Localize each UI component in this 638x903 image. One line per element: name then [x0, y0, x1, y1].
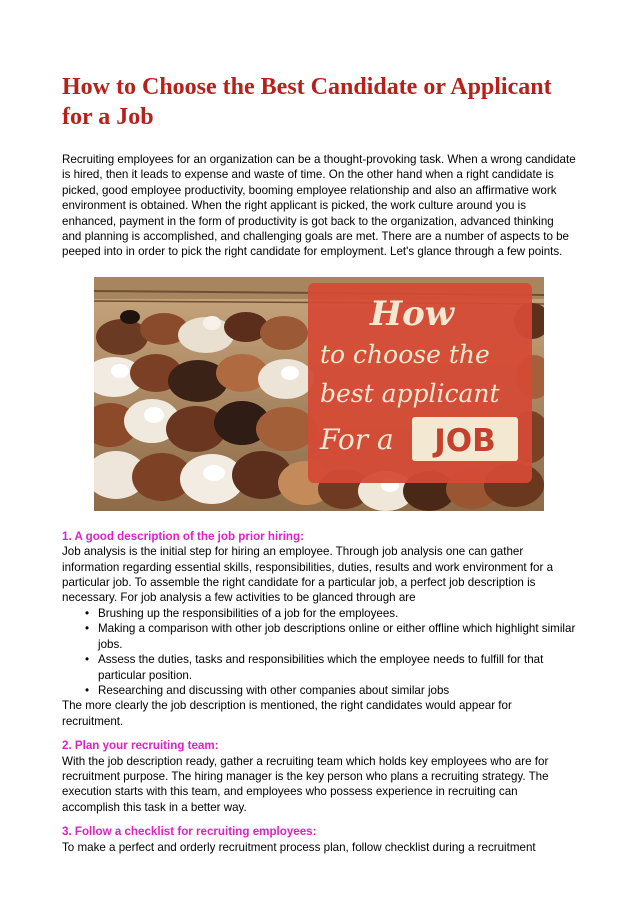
bullet-item [85, 606, 576, 621]
sign-job-word: JOB [434, 422, 496, 459]
sign-line-1: How [370, 293, 455, 334]
sign-line-3: best applicant [320, 378, 500, 408]
bullet-glyph: • [85, 622, 90, 636]
section-1-paragraph: Job analysis is the initial step for hiring an employee. Through job analysis one can gather information regarding essential skills, responsibilities, duties, results and work environment for a particular job. To assemble the right candidate for a particular job, a perfect job description is necessary. For job analysis a few activities to be glanced through are [62, 545, 554, 605]
bullet-glyph: • [85, 653, 90, 667]
intro-paragraph: Recruiting employees for an organization can be a thought-provoking task. When a wrong candidate is hired, then it leads to expense and waste of time. On the other hand when a right candidate is picked, good employee productivity, booming employee relationship and also an affirmative work environment is obtained. When the right applicant is picked, the work culture around you is enhanced, payment in the form of productivity is got back to the organization, advanced thinking and planning is accomplished, and challenging goals are met. There are a number of aspects to be peeped into in order to pick the right candidate for employment. Let's glance through a few points. [62, 153, 576, 259]
cattle-photo [94, 277, 544, 511]
section-1-heading: 1. A good description of the job prior hiring: [62, 529, 304, 543]
section-2-paragraph: With the job description ready, gather a recruiting team which holds key employees who are for recruitment purpose. The hiring manager is the key person who plans a recruiting strategy. The execution starts with this team, and employees who possess experience in recruiting can accomplish this task in a better way. [62, 754, 549, 814]
document-content [62, 72, 576, 855]
section-3 [62, 824, 576, 855]
bullet-glyph: • [85, 683, 90, 697]
section-2 [62, 738, 576, 815]
bullet-text: Researching and discussing with other companies about similar jobs [98, 683, 450, 697]
bullet-text: Brushing up the responsibilities of a job for the employees. [98, 606, 399, 620]
bullet-item [85, 621, 576, 652]
bullet-item [85, 683, 576, 698]
title-sign [308, 283, 532, 483]
sign-line-2: to choose the [320, 339, 490, 369]
sign-line-4-prefix: For a [320, 422, 394, 456]
bullet-text: Making a comparison with other job descriptions online or either offline which highlight similar jobs. [98, 622, 576, 651]
section-1 [62, 529, 576, 729]
section-2-heading: 2. Plan your recruiting team: [62, 739, 219, 753]
bullet-item [85, 652, 576, 683]
section-3-heading: 3. Follow a checklist for recruiting employees: [62, 825, 317, 839]
bullet-glyph: • [85, 606, 90, 620]
document-title: How to Choose the Best Candidate or Applicant for a Job [62, 74, 552, 130]
section-1-closing: The more clearly the job description is mentioned, the right candidates would appear for recruitment. [62, 699, 512, 728]
section-1-bullet-list [62, 606, 576, 698]
cattle-herd-illustration [94, 277, 544, 511]
section-3-paragraph: To make a perfect and orderly recruitment process plan, follow checklist during a recruitment [62, 840, 536, 854]
bullet-text: Assess the duties, tasks and responsibilities which the employee needs to fulfill for that particular position. [98, 653, 544, 682]
